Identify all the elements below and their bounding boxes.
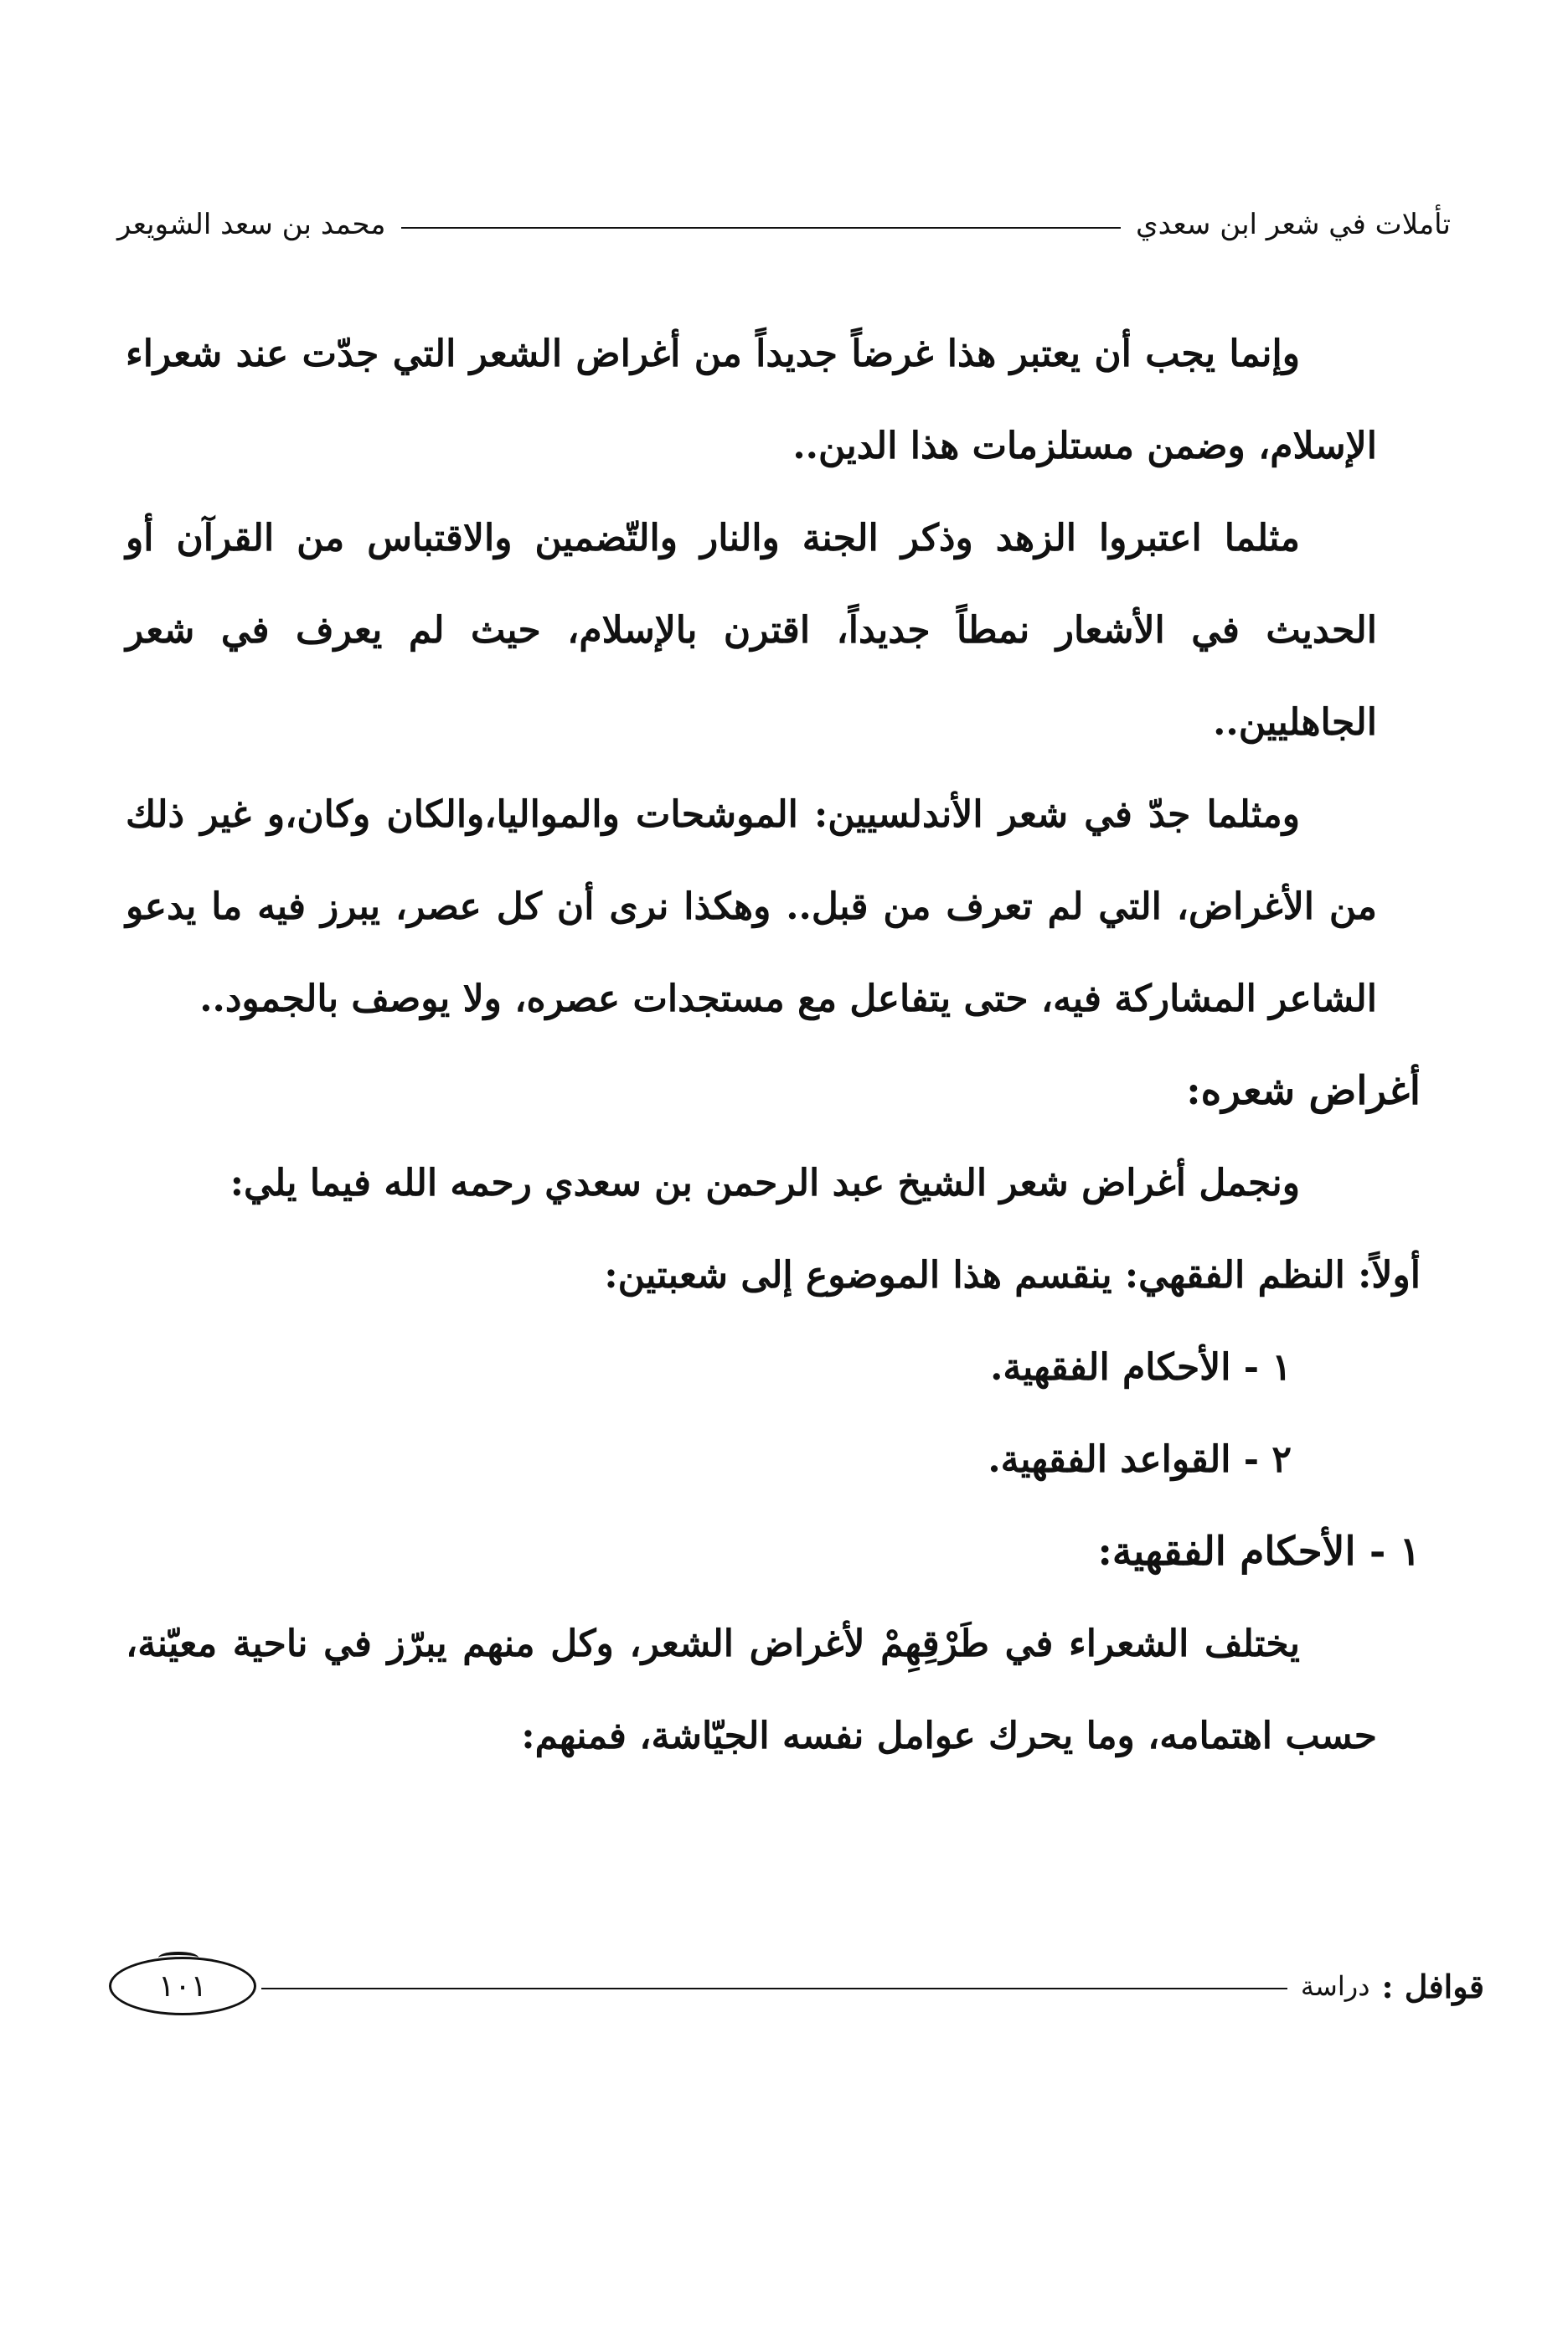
paragraph-6: يختلف الشعراء في طَرْقِهِمْ لأغراض الشعر، وكل منهم يبرّز في ناحية معيّنة، حسب اهتمامه، وما يحرك عوامل نفسه الجيّاشة، فمنهم: <box>126 1623 1377 1757</box>
book-title: تأملات في شعر ابن سعدي <box>1136 208 1451 241</box>
header-rule <box>401 227 1122 229</box>
list-item-2: ٢ - القواعد الفقهية. <box>988 1438 1292 1481</box>
running-header <box>117 208 1451 241</box>
list-item-1: ١ - الأحكام الفقهية. <box>990 1346 1292 1389</box>
section-heading-rulings: ١ - الأحكام الفقهية: <box>1097 1529 1421 1575</box>
paragraph-3: ومثلما جدّ في شعر الأندلسيين: الموشحات والمواليا،والكان وكان،و غير ذلك من الأغراض، التي لم تعرف من قبل.. وهكذا نرى أن كل عصر، يبرز فيه ما يدعو الشاعر المشاركة فيه، حتى يتفاعل مع مستجدات عصره، ولا يوصف بالجمود.. <box>126 793 1377 1020</box>
page-footer <box>109 1957 1484 2015</box>
paragraph-5: أولاً: النظم الفقهي: ينقسم هذا الموضوع إلى شعبتين: <box>604 1254 1421 1297</box>
paragraph-2: مثلما اعتبروا الزهد وذكر الجنة والنار والتّضمين والاقتباس من القرآن أو الحديث في الأشعار نمطاً جديداً، اقترن بالإسلام، حيث لم يعرف في شعر الجاهليين.. <box>126 517 1377 744</box>
footer-rule <box>261 1988 1287 1989</box>
page-number-oval <box>109 1957 256 2015</box>
series-label: دراسة <box>1300 1970 1370 2002</box>
author-name: محمد بن سعد الشويعر <box>117 208 386 241</box>
paragraph-1: وإنما يجب أن يعتبر هذا غرضاً جديداً من أغراض الشعر التي جدّت عند شعراء الإسلام، وضمن مستلزمات هذا الدين.. <box>126 333 1377 467</box>
paragraph-4: ونجمل أغراض شعر الشيخ عبد الرحمن بن سعدي رحمه الله فيما يلي: <box>230 1162 1300 1205</box>
section-heading-purposes: أغراض شعره: <box>1186 1068 1421 1114</box>
series-name: قوافل : <box>1381 1967 1484 2005</box>
page-number: ١٠١ <box>158 1968 208 2004</box>
page-body <box>126 308 1421 1783</box>
